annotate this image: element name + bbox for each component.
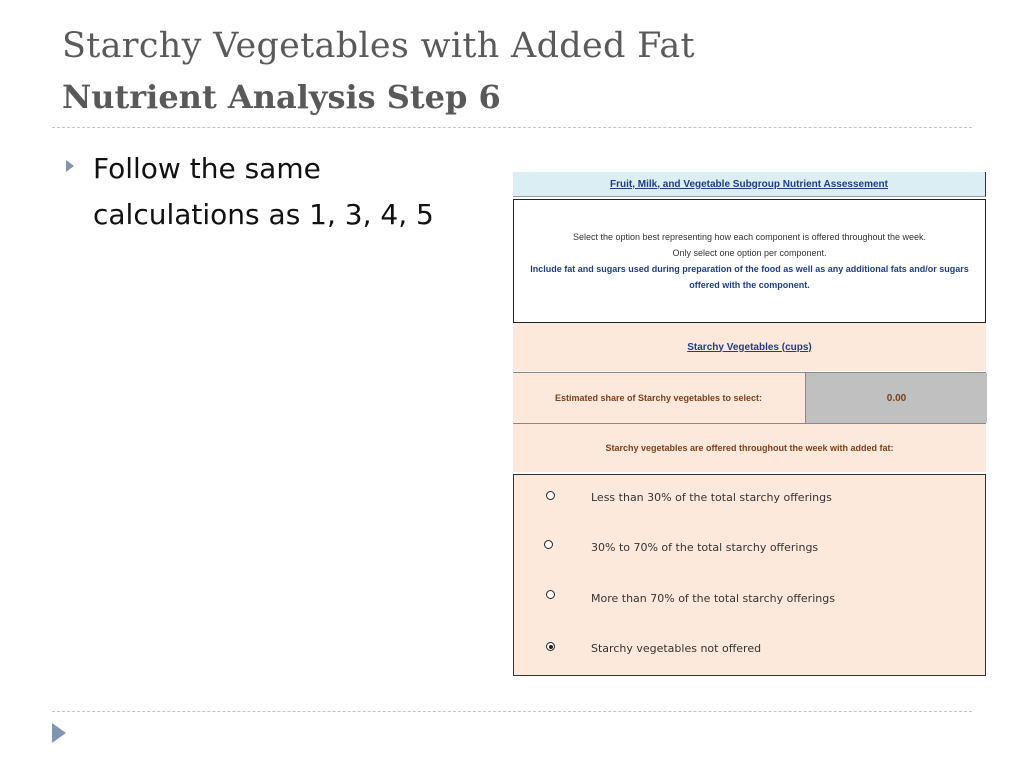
offered-label: Starchy vegetables are offered throughout the week with added fat: [513, 424, 986, 472]
share-row [513, 372, 986, 424]
share-value-cell: 0.00 [805, 373, 987, 423]
option-label[interactable]: Less than 30% of the total starchy offerings [591, 491, 832, 504]
option-label[interactable]: Starchy vegetables not offered [591, 642, 762, 655]
bullet-arrow-icon [66, 160, 74, 172]
option-row[interactable] [514, 625, 984, 675]
nutrient-assessment-panel [513, 172, 986, 674]
instructions-line1: Select the option best representing how each component is offered throughout the week. [572, 232, 927, 242]
slide-title: Starchy Vegetables with Added Fat [62, 26, 695, 66]
top-divider [52, 127, 972, 128]
bottom-divider [52, 711, 972, 712]
share-label: Estimated share of Starchy vegetables to select: [554, 393, 763, 403]
option-row[interactable] [514, 575, 984, 625]
radio-button[interactable] [546, 491, 555, 500]
radio-button[interactable] [546, 590, 555, 599]
radio-button[interactable] [544, 540, 553, 549]
starchy-section-header [513, 323, 986, 371]
footer-arrow-icon [52, 723, 66, 743]
option-label[interactable]: 30% to 70% of the total starchy offerings [591, 541, 819, 554]
slide-subtitle: Nutrient Analysis Step 6 [62, 78, 501, 116]
option-row[interactable] [514, 475, 984, 525]
radio-button-selected[interactable] [546, 642, 555, 651]
bullet-text: Follow the same calculations as 1, 3, 4, 5 [93, 152, 434, 231]
panel-header [513, 172, 986, 197]
instructions-box [513, 199, 986, 323]
starchy-section-link[interactable]: Starchy Vegetables (cups) [687, 341, 812, 353]
instructions-line2: Only select one option per component. [672, 248, 827, 258]
instructions-line3: Include fat and sugars used during preparation of the food as well as any additional fats and/or sugars offered with the component. [530, 264, 969, 290]
panel-header-link[interactable]: Fruit, Milk, and Vegetable Subgroup Nutrient Assessement [609, 178, 888, 190]
option-label[interactable]: More than 70% of the total starchy offerings [591, 592, 835, 605]
options-group [513, 474, 986, 676]
option-row[interactable] [514, 525, 984, 575]
